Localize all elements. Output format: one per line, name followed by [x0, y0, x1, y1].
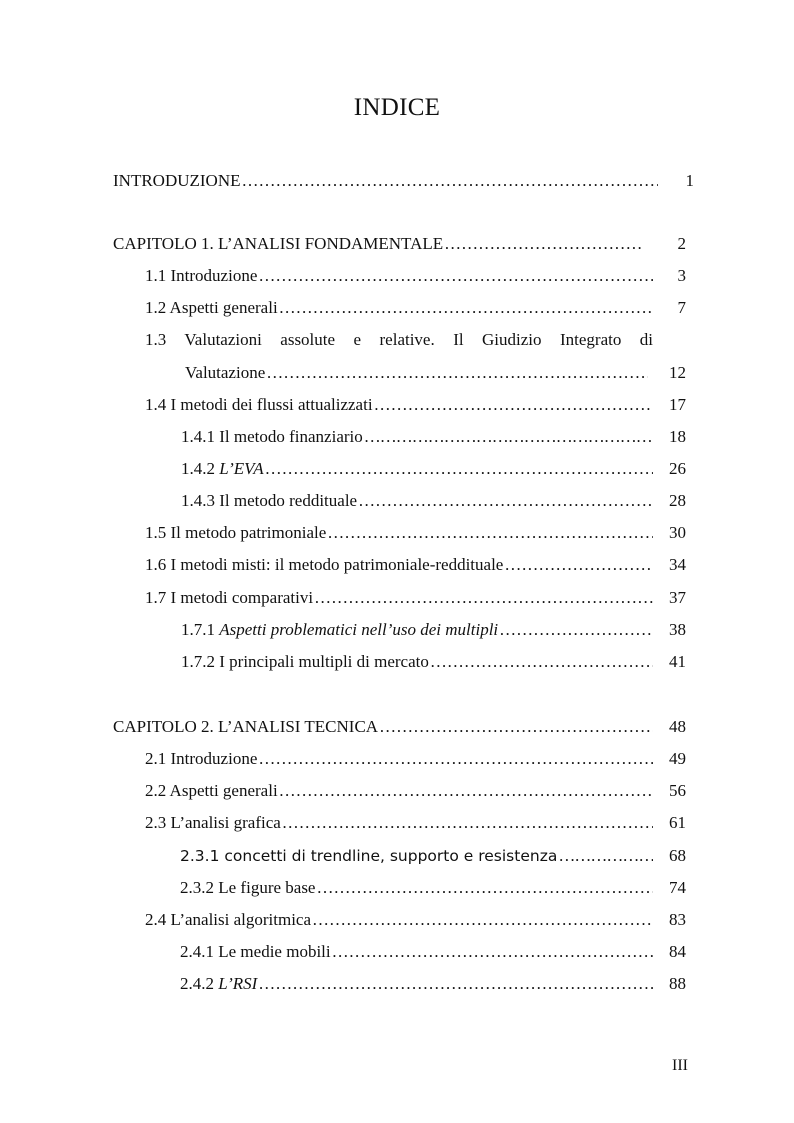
toc-leader-dots: [558, 846, 653, 866]
toc-leader-dots: [430, 652, 653, 672]
toc-label: 1.1 Introduzione: [145, 266, 258, 285]
toc-label: Valutazione: [185, 363, 266, 382]
page-title: INDICE: [353, 94, 441, 121]
toc-entry-2-2[interactable]: [145, 781, 686, 801]
toc-entry-1-3-line1[interactable]: [145, 330, 653, 350]
toc-label: 1.4.2 L’EVA: [181, 459, 264, 478]
toc-entry-1-4-3[interactable]: [181, 491, 686, 511]
toc-page-number: 74: [669, 878, 686, 897]
toc-page-number: 30: [669, 523, 686, 542]
toc-leader-dots: [364, 427, 653, 447]
toc-entry-2-4-2[interactable]: [180, 974, 686, 994]
toc-page-number: 61: [669, 813, 686, 832]
toc-page-number: 88: [669, 974, 686, 993]
toc-page-number: 84: [669, 942, 686, 961]
toc-label: CAPITOLO 1. L’ANALISI FONDAMENTALE: [113, 234, 444, 253]
toc-entry-2-4-1[interactable]: [180, 942, 686, 962]
toc-page-number: 56: [669, 781, 686, 800]
toc-label: INTRODUZIONE: [113, 171, 241, 190]
toc-entry-2-1[interactable]: [145, 749, 686, 769]
footer-page-number: III: [672, 1057, 688, 1074]
toc-leader-dots: [374, 395, 653, 415]
toc-entry-2-3-1[interactable]: [180, 846, 686, 866]
toc-word: assolute: [280, 330, 336, 349]
toc-entry-capitolo-2[interactable]: [113, 717, 686, 737]
toc-entry-1-2[interactable]: [145, 298, 686, 318]
toc-label: 2.1 Introduzione: [145, 749, 258, 768]
toc-leader-dots: [332, 942, 653, 962]
toc-leader-dots: [258, 749, 653, 769]
toc-page-number: 1: [685, 171, 694, 190]
toc-leader-dots: [279, 298, 653, 318]
toc-entry-2-3-2[interactable]: [180, 878, 686, 898]
toc-leader-dots: [379, 717, 653, 737]
toc-label: 1.2 Aspetti generali: [145, 298, 278, 317]
toc-entry-2-4[interactable]: [145, 910, 686, 930]
toc-page-number: 41: [669, 652, 686, 671]
toc-leader-dots: [316, 878, 653, 898]
toc-leader-dots: [258, 266, 653, 286]
toc-page-number: 37: [669, 588, 686, 607]
toc-label: 2.3 L’analisi grafica: [145, 813, 281, 832]
toc-page-number: 12: [669, 363, 686, 382]
toc-label: 2.2 Aspetti generali: [145, 781, 278, 800]
toc-page-number: 48: [669, 717, 686, 736]
toc-entry-1-4-1[interactable]: [181, 427, 686, 447]
toc-word: Valutazioni: [184, 330, 262, 349]
toc-label: 2.4.1 Le medie mobili: [180, 942, 331, 961]
toc-label: 1.5 Il metodo patrimoniale: [145, 523, 327, 542]
toc-entry-1-4-2[interactable]: [181, 459, 686, 479]
toc-page-number: 49: [669, 749, 686, 768]
toc-entry-1-7-1[interactable]: [181, 620, 686, 640]
toc-page-number: 83: [669, 910, 686, 929]
toc-word: relative.: [379, 330, 435, 349]
toc-page-number: 7: [677, 298, 686, 317]
toc-label: 1.4.3 Il metodo reddituale: [181, 491, 358, 510]
toc-entry-introduzione[interactable]: [113, 171, 694, 191]
toc-leader-dots: [314, 588, 653, 608]
toc-entry-1-5[interactable]: [145, 523, 686, 543]
toc-leader-dots: [499, 620, 653, 640]
toc-leader-dots: [282, 813, 653, 833]
toc-page-number: 17: [669, 395, 686, 414]
toc-word: Giudizio: [482, 330, 542, 349]
toc-entry-1-7[interactable]: [145, 588, 686, 608]
toc-leader-dots: [258, 974, 653, 994]
toc-entry-1-6[interactable]: [145, 555, 686, 575]
toc-page-number: 34: [669, 555, 686, 574]
toc-entry-1-4[interactable]: [145, 395, 686, 415]
toc-page-number: 2: [677, 234, 686, 253]
toc-leader-dots: [327, 523, 653, 543]
toc-label: 1.7.2 I principali multipli di mercato: [181, 652, 429, 671]
toc-leader-dots: [358, 491, 653, 511]
toc-entry-capitolo-1[interactable]: [113, 234, 686, 254]
toc-label: 1.4 I metodi dei flussi attualizzati: [145, 395, 373, 414]
toc-page-number: 3: [677, 266, 686, 285]
toc-leader-dots: [312, 910, 653, 930]
toc-page-number: 38: [669, 620, 686, 639]
toc-leader-dots: [279, 781, 653, 801]
toc-label: 1.6 I metodi misti: il metodo patrimoniale-reddituale: [145, 555, 504, 574]
toc-entry-1-1[interactable]: [145, 266, 686, 286]
toc-leader-dots: [265, 459, 653, 479]
toc-label: 2.3.2 Le figure base: [180, 878, 316, 897]
toc-label: 2.3.1 concetti di trendline, supporto e resistenza: [180, 847, 558, 865]
toc-label: 1.7 I metodi comparativi: [145, 588, 314, 607]
toc-page-number: 68: [669, 846, 686, 865]
toc-entry-1-7-2[interactable]: [181, 652, 686, 672]
toc-entry-1-3-line2[interactable]: [185, 363, 686, 383]
toc-word: Il: [453, 330, 464, 349]
toc-label: 1.7.1 Aspetti problematici nell’uso dei multipli: [181, 620, 499, 639]
toc-word: Integrato: [559, 330, 622, 349]
toc-leader-dots: [444, 234, 643, 254]
toc-leader-dots: [241, 171, 658, 191]
toc-page-number: 28: [669, 491, 686, 510]
toc-word: e: [353, 330, 362, 349]
toc-leader-dots: [504, 555, 653, 575]
toc-label: 2.4.2 L’RSI: [180, 974, 258, 993]
toc-leader-dots: [266, 363, 648, 383]
toc-entry-2-3[interactable]: [145, 813, 686, 833]
toc-label: 1.4.1 Il metodo finanziario: [181, 427, 363, 446]
toc-word: di: [639, 330, 654, 349]
toc-word: 1.3: [145, 330, 167, 349]
toc-page-number: 26: [669, 459, 686, 478]
toc-label: 2.4 L’analisi algoritmica: [145, 910, 312, 929]
toc-label: CAPITOLO 2. L’ANALISI TECNICA: [113, 717, 379, 736]
toc-page-number: 18: [669, 427, 686, 446]
